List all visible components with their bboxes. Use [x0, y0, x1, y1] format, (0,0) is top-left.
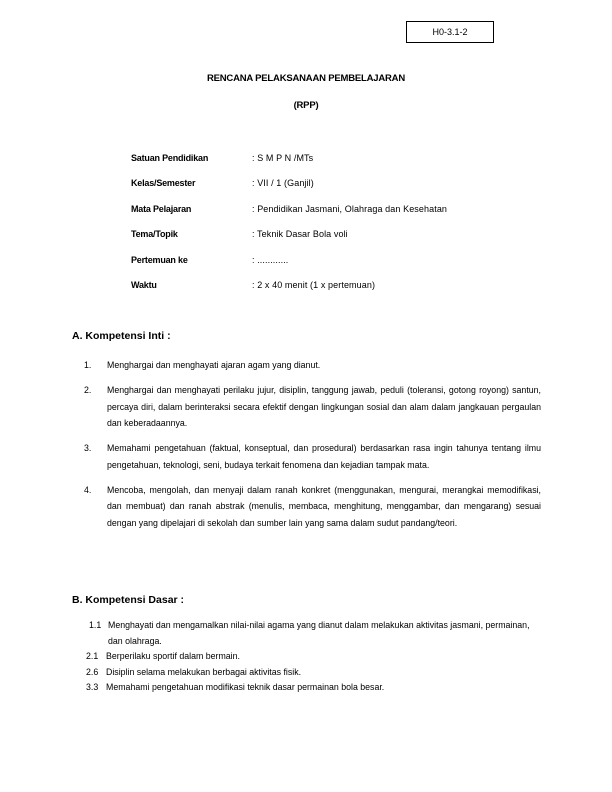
info-label: Kelas/Semester: [131, 178, 196, 189]
list-item: [84, 440, 541, 473]
list-item-number: 3.3: [86, 682, 99, 692]
info-label: Tema/Topik: [131, 229, 178, 240]
list-item-text: Disiplin selama melakukan berbagai aktivitas fisik.: [106, 666, 302, 677]
list-item-text: Menghayati dan mengamalkan nilai-nilai agama yang dianut dalam melakukan aktivitas jasmani, permainan, dan olahraga.: [108, 620, 530, 646]
document-subtitle: (RPP): [293, 100, 319, 111]
document-title: RENCANA PELAKSANAAN PEMBELAJARAN: [206, 73, 406, 84]
kompetensi-dasar-list: [86, 618, 544, 696]
list-item: [86, 649, 544, 665]
info-value: : Pendidikan Jasmani, Olahraga dan Kesehatan: [252, 203, 448, 214]
list-item-text: Mencoba, mengolah, dan menyaji dalam ranah konkret (menggunakan, mengurai, merangkai memodifikasi, dan membuat) dan ranah abstrak (menulis, membaca, menghitung, menggambar, dan mengarang) sesuai dengan yang dipelajari di sekolah dan sumber lain yang sama dalam sudut pandang/teori.: [107, 484, 541, 528]
list-item: [86, 665, 544, 681]
list-item-text: Menghargai dan menghayati ajaran agam yang dianut.: [107, 360, 321, 370]
kompetensi-inti-heading: A. Kompetensi Inti :: [72, 330, 171, 342]
list-item: [86, 618, 544, 649]
kompetensi-inti-list: [84, 357, 541, 540]
list-item-text: Memahami pengetahuan modifikasi teknik dasar permainan bola besar.: [106, 682, 385, 692]
info-label: Mata Pelajaran: [131, 203, 192, 214]
list-item-text: Menghargai dan menghayati perilaku jujur, disiplin, tanggung jawab, peduli (toleransi, gotong royong) santun, percaya diri, dalam berinteraksi secara efektif dengan lingkungan sosial dan alam dalam jangkauan pergaulan dan keberadaannya.: [107, 385, 541, 428]
list-item-number: 1.: [84, 360, 92, 370]
list-item: [84, 482, 541, 532]
info-label: Waktu: [131, 279, 157, 290]
list-item-number: 2.1: [86, 651, 99, 661]
info-value: : ............: [252, 254, 289, 265]
info-label: Pertemuan ke: [131, 254, 188, 265]
info-value: : 2 x 40 menit (1 x pertemuan): [252, 279, 376, 290]
info-value: : S M P N /MTs: [252, 153, 314, 163]
list-item-number: 4.: [84, 484, 92, 495]
list-item-number: 2.6: [86, 666, 99, 677]
list-item-text: Memahami pengetahuan (faktual, konseptual, dan prosedural) berdasarkan rasa ingin tahunya tentang ilmu pengetahuan, teknologi, seni, budaya terkait fenomena dan kejadian tampak mata.: [107, 443, 541, 470]
list-item-text: Berperilaku sportif dalam bermain.: [106, 651, 240, 661]
info-value: : VII / 1 (Ganjil): [252, 178, 314, 189]
info-value: : Teknik Dasar Bola voli: [252, 229, 348, 240]
list-item-number: 1.1: [89, 620, 102, 630]
list-item: [86, 680, 544, 696]
kompetensi-dasar-heading: B. Kompetensi Dasar :: [72, 594, 185, 606]
list-item-number: 2.: [84, 385, 92, 395]
list-item-number: 3.: [84, 443, 92, 453]
info-label: Satuan Pendidikan: [131, 153, 209, 163]
list-item: [84, 357, 541, 374]
document-code-box: H0-3.1-2: [406, 21, 494, 43]
list-item: [84, 382, 541, 432]
